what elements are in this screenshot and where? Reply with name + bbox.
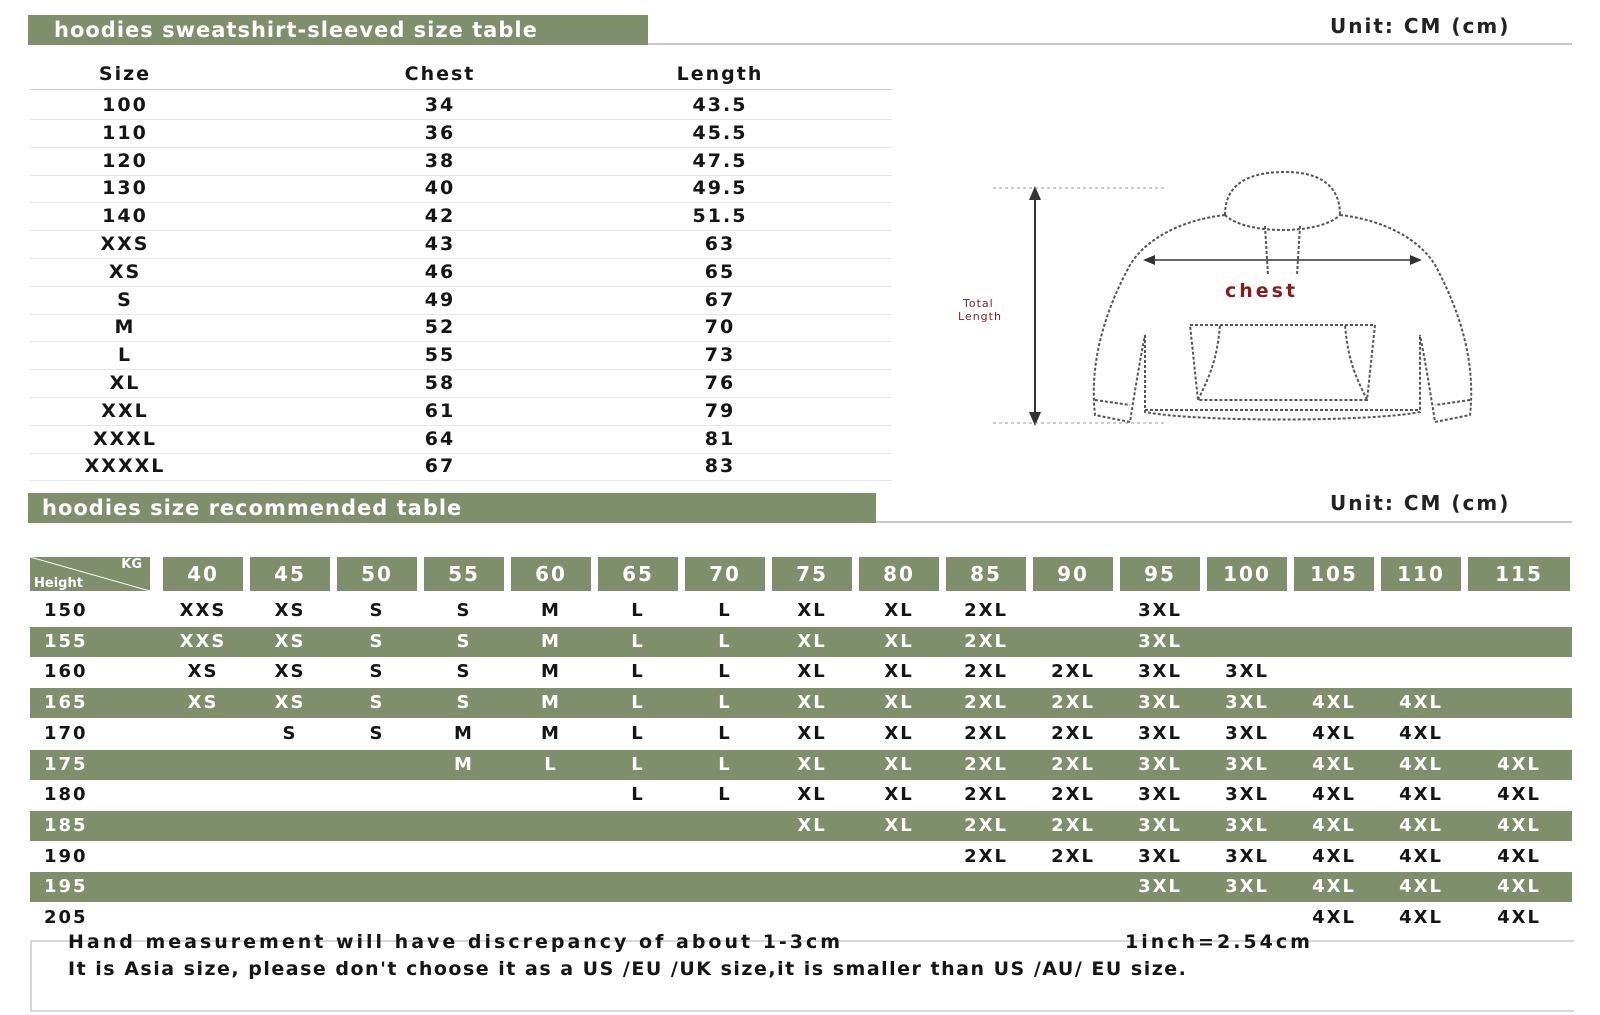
recommend-size-cell: 4XL xyxy=(1497,753,1541,775)
height-cell: 165 xyxy=(44,692,88,714)
weight-header-cell: 65 xyxy=(598,557,678,591)
size-table-row xyxy=(30,425,892,454)
weight-header-cell: 100 xyxy=(1207,557,1287,591)
size-table-row xyxy=(30,313,892,342)
length-cell: 47.5 xyxy=(692,149,748,172)
recommend-row xyxy=(30,719,1572,749)
recommend-row xyxy=(30,688,1572,718)
length-cell: 79 xyxy=(704,399,736,422)
recommend-size-cell: XXS xyxy=(179,600,227,621)
recommend-size-cell: 3XL xyxy=(1225,845,1269,867)
length-label-line2: Length xyxy=(958,310,1002,323)
recommend-size-cell: 3XL xyxy=(1138,692,1182,714)
length-cell: 43.5 xyxy=(692,94,748,116)
chest-cell: 40 xyxy=(424,177,456,200)
recommend-size-cell: 4XL xyxy=(1399,876,1443,898)
recommend-size-cell: 2XL xyxy=(1051,722,1095,744)
recommend-size-cell: 3XL xyxy=(1225,692,1269,714)
recommend-size-cell: XL xyxy=(797,784,827,806)
height-cell: 170 xyxy=(44,722,88,744)
header-length: Length xyxy=(676,63,764,85)
recommend-row xyxy=(30,750,1572,780)
corner-kg-label: KG xyxy=(121,557,142,572)
size-table-row xyxy=(30,147,892,176)
recommend-size-cell: S xyxy=(456,600,472,621)
chest-label: chest xyxy=(1225,280,1299,302)
length-label-line1: Total xyxy=(963,297,994,310)
length-cell: 45.5 xyxy=(692,121,748,144)
recommend-size-cell: 4XL xyxy=(1312,753,1356,775)
chest-cell: 38 xyxy=(424,149,456,172)
height-cell: 195 xyxy=(44,876,88,898)
size-table-row xyxy=(30,258,892,287)
chest-cell: 55 xyxy=(424,344,456,367)
recommend-size-cell: XS xyxy=(274,661,306,683)
weight-header-cell: 115 xyxy=(1468,557,1570,591)
recommend-row xyxy=(30,780,1572,810)
size-cell: 110 xyxy=(102,121,148,144)
recommend-size-cell: 2XL xyxy=(964,692,1008,714)
recommend-size-cell: L xyxy=(631,630,645,652)
weight-header-cell: 90 xyxy=(1033,557,1113,591)
size-cell: XS xyxy=(108,260,142,283)
recommend-size-cell: XS xyxy=(187,661,219,683)
recommend-size-cell: 4XL xyxy=(1312,907,1356,928)
size-table-row xyxy=(30,174,892,203)
header-size: Size xyxy=(98,63,152,85)
recommend-size-cell: S xyxy=(369,600,385,621)
recommend-size-cell: XL xyxy=(797,692,827,714)
recommend-size-cell: 2XL xyxy=(1051,661,1095,683)
recommend-row xyxy=(30,842,1572,872)
height-cell: 155 xyxy=(44,630,88,652)
recommend-size-cell: 2XL xyxy=(964,630,1008,652)
recommend-size-cell: L xyxy=(718,600,732,621)
recommend-size-cell: XS xyxy=(274,692,306,714)
recommend-size-cell: 3XL xyxy=(1225,753,1269,775)
size-cell: XXXXL xyxy=(84,455,166,478)
recommend-size-cell: 3XL xyxy=(1138,876,1182,898)
height-cell: 185 xyxy=(44,814,88,836)
weight-header-cell: 50 xyxy=(337,557,417,591)
recommend-row xyxy=(30,657,1572,687)
recommend-row xyxy=(30,627,1572,657)
recommend-size-cell: L xyxy=(718,692,732,714)
size-cell: 120 xyxy=(102,149,148,172)
recommend-size-cell: 4XL xyxy=(1312,814,1356,836)
recommend-size-cell: M xyxy=(541,722,561,744)
recommend-size-cell: 4XL xyxy=(1312,692,1356,714)
recommend-size-cell: 3XL xyxy=(1225,661,1269,683)
recommend-size-cell: S xyxy=(456,630,472,652)
recommend-size-cell: 2XL xyxy=(1051,845,1095,867)
recommend-size-cell: S xyxy=(282,722,298,744)
height-cell: 175 xyxy=(44,753,88,775)
size-cell: M xyxy=(114,316,136,339)
recommend-size-cell: M xyxy=(454,753,474,775)
note-discrepancy: Hand measurement will have discrepancy of about 1-3cm xyxy=(68,931,844,953)
size-table-row xyxy=(30,202,892,231)
recommend-size-cell: 2XL xyxy=(964,814,1008,836)
recommend-size-cell: L xyxy=(718,722,732,744)
recommend-size-cell: S xyxy=(456,692,472,714)
height-cell: 160 xyxy=(44,661,88,683)
length-cell: 51.5 xyxy=(692,205,748,228)
size-table-row xyxy=(30,397,892,426)
size-table-header xyxy=(30,60,892,88)
recommend-size-cell: XS xyxy=(274,630,306,652)
recommend-row xyxy=(30,903,1572,933)
recommend-size-cell: S xyxy=(369,692,385,714)
length-cell: 49.5 xyxy=(692,177,748,200)
length-cell: 76 xyxy=(704,372,736,394)
chest-cell: 34 xyxy=(424,94,456,116)
length-cell: 81 xyxy=(704,427,736,450)
length-cell: 73 xyxy=(704,344,736,367)
size-cell: S xyxy=(117,288,133,311)
recommend-size-cell: XL xyxy=(884,722,914,744)
recommend-size-cell: M xyxy=(541,692,561,714)
recommend-size-cell: 4XL xyxy=(1399,814,1443,836)
size-cell: XL xyxy=(109,372,141,394)
recommend-size-cell: 4XL xyxy=(1399,845,1443,867)
recommend-size-cell: 4XL xyxy=(1497,876,1541,898)
recommend-table-title: hoodies size recommended table xyxy=(28,493,876,523)
size-cell: 140 xyxy=(102,205,148,228)
size-cell: XXL xyxy=(101,399,149,422)
recommend-size-cell: 4XL xyxy=(1399,907,1443,928)
recommend-size-cell: M xyxy=(541,661,561,683)
note-asia-size: It is Asia size, please don't choose it as a US /EU /UK size,it is smaller than US /AU/ EU size. xyxy=(68,958,1188,980)
length-cell: 63 xyxy=(704,233,736,255)
recommend-size-cell: 4XL xyxy=(1312,722,1356,744)
recommend-row xyxy=(30,811,1572,841)
recommend-size-cell: XL xyxy=(884,661,914,683)
height-cell: 180 xyxy=(44,784,88,806)
recommend-size-cell: 3XL xyxy=(1138,661,1182,683)
chest-cell: 46 xyxy=(424,260,456,283)
kg-height-corner xyxy=(30,557,150,591)
recommend-size-cell: 3XL xyxy=(1225,784,1269,806)
weight-header-cell: 60 xyxy=(511,557,591,591)
weight-header-cell: 95 xyxy=(1120,557,1200,591)
weight-header-cell: 75 xyxy=(772,557,852,591)
recommend-size-cell: XL xyxy=(797,814,827,836)
recommend-size-cell: XL xyxy=(884,692,914,714)
recommend-size-cell: 2XL xyxy=(964,784,1008,806)
length-cell: 83 xyxy=(704,455,736,478)
recommend-size-cell: S xyxy=(369,630,385,652)
recommend-size-cell: L xyxy=(718,661,732,683)
recommend-size-cell: L xyxy=(631,753,645,775)
recommend-size-cell: XL xyxy=(797,600,827,621)
recommend-size-cell: 4XL xyxy=(1312,845,1356,867)
recommend-size-cell: S xyxy=(369,722,385,744)
size-cell: 130 xyxy=(102,177,148,200)
recommend-size-cell: XL xyxy=(884,814,914,836)
note-inch-conversion: 1inch=2.54cm xyxy=(1125,931,1313,953)
recommend-size-cell: 3XL xyxy=(1225,814,1269,836)
corner-height-label: Height xyxy=(34,576,83,591)
weight-header-cell: 85 xyxy=(946,557,1026,591)
recommend-size-cell: 2XL xyxy=(964,661,1008,683)
recommend-size-cell: L xyxy=(631,722,645,744)
size-table-row xyxy=(30,91,892,120)
chest-cell: 61 xyxy=(424,399,456,422)
recommend-size-cell: 3XL xyxy=(1225,722,1269,744)
size-table-divider xyxy=(648,43,1572,45)
size-cell: XXXL xyxy=(92,427,158,450)
recommend-size-cell: XL xyxy=(797,722,827,744)
recommend-size-cell: XL xyxy=(884,784,914,806)
recommend-size-cell: 3XL xyxy=(1138,722,1182,744)
chest-cell: 52 xyxy=(424,316,456,339)
recommend-size-cell: L xyxy=(631,661,645,683)
recommend-size-cell: 3XL xyxy=(1138,814,1182,836)
chest-cell: 67 xyxy=(424,455,456,478)
size-table-title: hoodies sweatshirt-sleeved size table xyxy=(28,15,648,45)
recommend-row xyxy=(30,596,1572,626)
recommend-table-unit: Unit: CM (cm) xyxy=(1330,491,1511,515)
recommend-size-cell: 3XL xyxy=(1138,784,1182,806)
recommend-size-cell: 4XL xyxy=(1497,907,1541,928)
recommend-size-cell: 4XL xyxy=(1312,876,1356,898)
weight-header-cell: 70 xyxy=(685,557,765,591)
weight-header-cell: 105 xyxy=(1294,557,1374,591)
height-cell: 190 xyxy=(44,845,88,867)
recommend-size-cell: XL xyxy=(797,753,827,775)
weight-header-cell: 80 xyxy=(859,557,939,591)
recommend-size-cell: L xyxy=(631,692,645,714)
recommend-size-cell: 2XL xyxy=(1051,692,1095,714)
recommend-size-cell: 3XL xyxy=(1138,630,1182,652)
chest-cell: 49 xyxy=(424,288,456,311)
recommend-size-cell: 4XL xyxy=(1399,753,1443,775)
recommend-size-cell: 2XL xyxy=(964,845,1008,867)
recommend-size-cell: 4XL xyxy=(1497,784,1541,806)
recommend-size-cell: XL xyxy=(797,630,827,652)
recommend-size-cell: L xyxy=(718,630,732,652)
size-table-row xyxy=(30,286,892,315)
recommend-size-cell: 3XL xyxy=(1138,845,1182,867)
recommend-size-cell: 2XL xyxy=(964,753,1008,775)
recommend-size-cell: XL xyxy=(884,600,914,621)
length-cell: 67 xyxy=(704,288,736,311)
size-table-row xyxy=(30,341,892,370)
recommend-size-cell: 2XL xyxy=(1051,814,1095,836)
hoodie-diagram xyxy=(955,160,1515,444)
chest-cell: 36 xyxy=(424,121,456,144)
chest-cell: 64 xyxy=(424,427,456,450)
recommend-size-cell: 2XL xyxy=(1051,753,1095,775)
recommend-size-cell: XXS xyxy=(179,630,227,652)
recommend-size-cell: 4XL xyxy=(1399,722,1443,744)
recommend-size-cell: M xyxy=(454,722,474,744)
size-table-row xyxy=(30,230,892,259)
hoodie-illustration xyxy=(955,160,1515,440)
recommend-size-cell: 3XL xyxy=(1138,600,1182,621)
recommend-size-cell: L xyxy=(631,784,645,806)
recommend-size-cell: 2XL xyxy=(964,722,1008,744)
recommend-size-cell: XL xyxy=(797,661,827,683)
recommend-size-cell: 4XL xyxy=(1497,845,1541,867)
size-table-unit: Unit: CM (cm) xyxy=(1330,14,1511,38)
chest-cell: 42 xyxy=(424,205,456,228)
size-cell: XXS xyxy=(100,233,150,255)
weight-header-cell: 55 xyxy=(424,557,504,591)
recommend-size-cell: XL xyxy=(884,630,914,652)
length-cell: 70 xyxy=(704,316,736,339)
header-chest: Chest xyxy=(404,63,476,85)
chest-cell: 43 xyxy=(424,233,456,255)
recommend-size-cell: S xyxy=(456,661,472,683)
weight-header-cell: 40 xyxy=(163,557,243,591)
size-table-header-line xyxy=(30,89,892,90)
recommend-size-cell: 2XL xyxy=(1051,784,1095,806)
recommend-size-cell: 4XL xyxy=(1497,814,1541,836)
recommend-size-cell: 3XL xyxy=(1225,876,1269,898)
height-cell: 150 xyxy=(44,600,88,621)
length-cell: 65 xyxy=(704,260,736,283)
recommend-size-cell: XS xyxy=(274,600,306,621)
weight-header-cell: 110 xyxy=(1381,557,1461,591)
recommend-size-cell: XL xyxy=(884,753,914,775)
chest-cell: 58 xyxy=(424,372,456,394)
recommend-row xyxy=(30,872,1572,902)
size-table-row xyxy=(30,452,892,481)
recommend-size-cell: 4XL xyxy=(1399,692,1443,714)
recommend-size-cell: M xyxy=(541,630,561,652)
weight-header-cell: 45 xyxy=(250,557,330,591)
recommend-size-cell: L xyxy=(718,784,732,806)
recommend-size-cell: 4XL xyxy=(1399,784,1443,806)
size-cell: L xyxy=(117,344,133,367)
size-cell: 100 xyxy=(102,94,148,116)
recommend-size-cell: XS xyxy=(187,692,219,714)
recommend-size-cell: 3XL xyxy=(1138,753,1182,775)
recommend-size-cell: 2XL xyxy=(964,600,1008,621)
recommend-size-cell: L xyxy=(718,753,732,775)
recommend-size-cell: L xyxy=(631,600,645,621)
recommend-table-divider xyxy=(876,521,1572,523)
recommend-size-cell: S xyxy=(369,661,385,683)
recommend-size-cell: M xyxy=(541,600,561,621)
recommend-size-cell: 4XL xyxy=(1312,784,1356,806)
size-table-row xyxy=(30,119,892,148)
size-table-row xyxy=(30,369,892,398)
height-cell: 205 xyxy=(44,907,88,928)
recommend-size-cell: L xyxy=(544,753,558,775)
